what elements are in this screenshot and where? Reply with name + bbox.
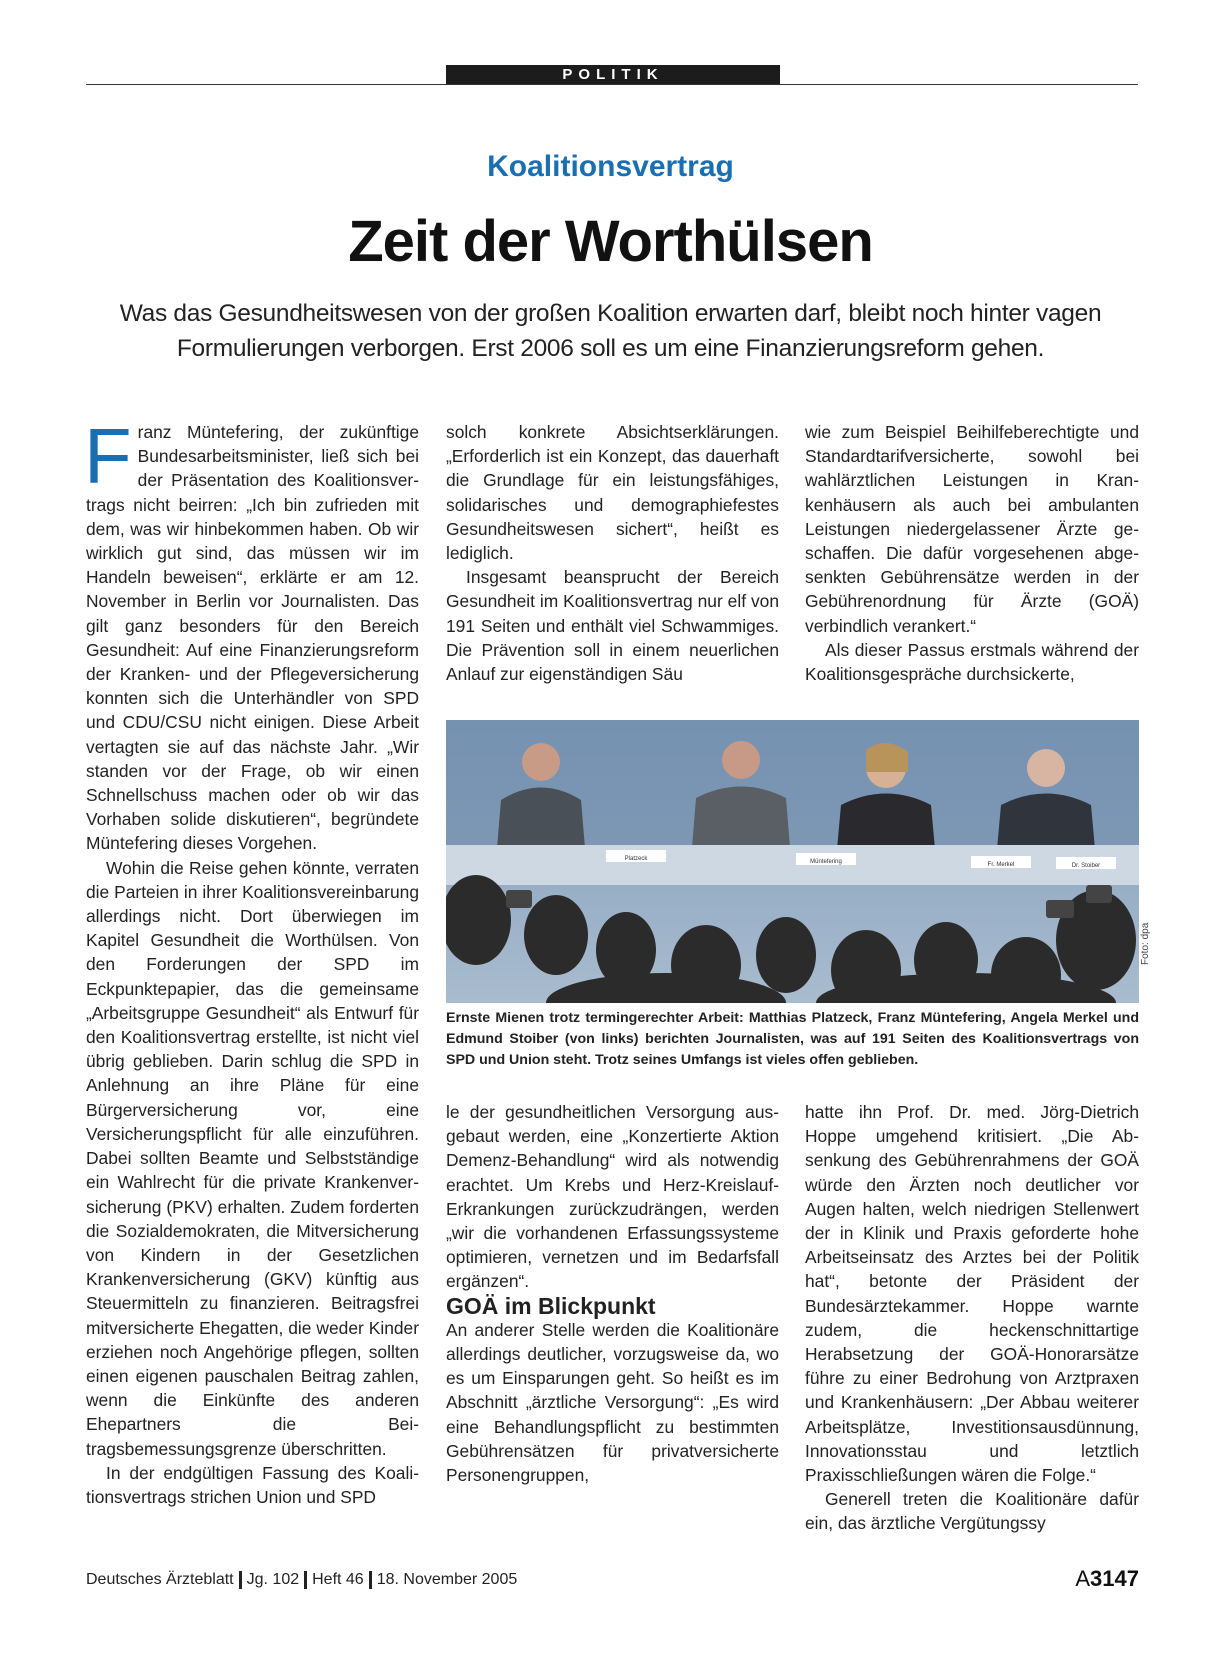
article-headline: Zeit der Worthülsen [348, 209, 873, 274]
press-desk [446, 845, 1139, 885]
column-1-paragraph-1-text: ranz Müntefering, der zukünftige Bundesarbeitsminister, ließ sich bei der Präsentation des Koalitionsvertrags nicht beirren: „Ich bin zufrieden mit dem, was wir hinbekommen haben. Ob wir wirklich gut sind, das müssen wir im Handeln beweisen“, erklärte er am 12. November in Berlin vor Journalisten. Das gilt ganz besonders für den Bereich Gesundheit: Auf eine Finanzierungsreform der Kranken- und der Pflegeversicherung konnten sich die Unterhändler von SPD und CDU/CSU nicht einigen. Diese Arbeit vertagten sie auf das nächste Jahr. „Wir standen vor der Frage, ob wir einen Schnellschuss machen oder ob wir das Vorhaben solide diskutieren“, begründete Müntefering dieses Vorgehen. [86, 422, 419, 854]
footer-separator [369, 1571, 372, 1589]
page-number-value: 3147 [1090, 1566, 1139, 1591]
photo-credit: Foto: dpa [1140, 922, 1151, 965]
issue: Heft 46 [312, 1571, 364, 1589]
page-prefix: A [1075, 1566, 1091, 1591]
footer-separator [304, 1571, 307, 1589]
column-3-bottom [805, 1100, 1139, 1536]
press-conference-photo [446, 720, 1139, 1003]
volume: Jg. 102 [246, 1571, 300, 1589]
column-2-bottom-paragraph-2: An anderer Stelle werden die Koalitionäre allerdings deutlicher, vorzugsweise da, wo es um Einsparungen geht. So heißt es im Abschnitt „ärztliche Versorgung“: „Es wird eine Behandlungspflicht zu bestimmten Gebührensätzen für privatversicherte Personengruppen, [446, 1319, 779, 1486]
column-3-paragraph-1: wie zum Beispiel Beihilfeberechtigte und Standardtarifversicherte, sowohl bei wahlärztlichen Leistungen in Krankenhäusern als auch bei ambulanten Leistungen niedergelassener Ärzte geschaffen. Die dafür vorgesehenen abgesenkten Gebührensätze werden in der Gebührenordnung für Ärzte (GOÄ) verbindlich verankert.“ [805, 422, 1139, 636]
photo-caption: Ernste Mienen trotz termingerechter Arbeit: Matthias Platzeck, Franz Müntefering, Angela Merkel und Edmund Stoiber (von links) berichten Journalisten, was auf 191 Seiten des Koalitionsvertrags von SPD und Union steht. Trotz seines Umfangs ist vieles offen geblieben. [446, 1010, 1139, 1068]
drop-cap: F [84, 412, 132, 500]
page-footer [86, 1571, 517, 1589]
column-1-paragraph-2: Wohin die Reise gehen könnte, verraten die Parteien in ihrer Koalitionsvereinbarung allerdings nicht. Dort überwiegen im Kapitel Gesundheit die Worthülsen. Von den Forderungen der SPD im Eckpunktepapier, das die gemeinsame „Arbeitsgruppe Gesundheit“ als Entwurf für den Koalitionsvertrag erstellte, ist nicht viel übrig geblieben. Darin schlug die SPD in Anlehnung an ihre Pläne für eine Bürgerversicherung vor, eine Versicherungspflicht für alle einzuführen. Dabei sollten Beamte und Selbstständige ein Wahlrecht für die private Krankenversicherung (PKV) erhalten. Zudem forderten die Sozialdemokraten, die Mitversicherung von Kindern in der Gesetzlichen Krankenversicherung (GKV) künftig aus Steuermitteln zu finanzieren. Beitragsfrei mitversicherte Ehegatten, die weder Kinder erziehen noch Angehörige pflegen, sollten einen eigenen pauschalen Beitrag zahlen, wenn die Einkünfte des anderen Ehepartners die Beitragsbemessungsgrenze überschritten. [86, 857, 419, 1459]
article-kicker: Koalitionsvertrag [487, 150, 734, 183]
section-label: POLITIK [446, 65, 780, 85]
photo-illustration [446, 720, 1139, 1003]
nameplate-1-text: Platzeck [624, 856, 648, 862]
article-lead: Was das Gesundheitswesen von der großen Koalition erwarten darf, bleibt noch hinter vagen Formulierungen verborgen. Erst 2006 soll es um eine Finanzierungsreform gehen. [119, 300, 1102, 362]
nameplate-3-text: Fr. Merkel [987, 862, 1015, 868]
nameplate-2-text: Müntefering [810, 859, 842, 865]
section-subheading: GOÄ im Blickpunkt [446, 1292, 656, 1319]
column-3-top [805, 420, 1139, 686]
column-2-top [446, 420, 779, 686]
page-number [1075, 1566, 1139, 1592]
column-2-bottom [446, 1100, 779, 1487]
column-2-paragraph-2: Insgesamt beansprucht der Bereich Gesundheit im Koalitionsvertrag nur elf von 191 Seiten und enthält viel Schwammiges. Die Prävention soll in einem neuerlichen Anlauf zur eigenständigen Säu [446, 567, 779, 685]
journal-name: Deutsches Ärzteblatt [86, 1571, 234, 1589]
footer-separator [239, 1571, 242, 1589]
header-rule [86, 84, 1138, 85]
column-1-paragraph-3: In der endgültigen Fassung des Koalitionsvertrags strichen Union und SPD [86, 1462, 419, 1507]
column-2-paragraph-1: solch konkrete Absichtserklärungen. „Erforderlich ist ein Konzept, das dauerhaft die Grundlage für ein leistungsfähiges, solidarisches und demographiefestes Gesundheitswesen sichert“, heißt es lediglich. [446, 422, 779, 564]
column-3-bottom-paragraph-2: Generell treten die Koalitionäre dafür ein, das ärztliche Vergütungssy [805, 1489, 1139, 1534]
column-3-paragraph-2: Als dieser Passus erstmals während der Koalitionsgespräche durchsickerte, [805, 639, 1139, 685]
column-1-paragraph-1 [84, 412, 419, 856]
column-2-bottom-paragraph-1: le der gesundheitlichen Versorgung ausgebaut werden, eine „Konzertierte Aktion Demenz-Behandlung“ wird als notwendig erachtet. Um Krebs und Herz-Kreislauf-Erkrankungen zurückzudrängen, werden „wir die vorhandenen Erfassungssysteme optimieren, vernetzen und im Bedarfsfall ergänzen“. [446, 1102, 779, 1292]
nameplate-4-text: Dr. Stoiber [1071, 863, 1101, 869]
issue-date: 18. November 2005 [376, 1571, 518, 1589]
column-3-bottom-paragraph-1: hatte ihn Prof. Dr. med. Jörg-Dietrich Hoppe umgehend kritisiert. „Die Absenkung des Gebührenrahmens der GOÄ würde den Ärzten noch deutlicher vor Augen halten, welch niedrigen Stellenwert der in Klinik und Praxis geforderte hohe Arbeitseinsatz des Arztes bei der Politik hat“, betonte der Präsident der Bundesärztekammer. Hoppe warnte zudem, die heckenschnittartige Herabsetzung der GOÄ-Honorarsätze führe zu einer Bedrohung von Arztpraxen und Krankenhäusern: „Der Abbau weiterer Arbeitsplätze, Investitionsausdünnung, Innovationsstau und letztlich Praxisschließungen wären die Folge.“ [805, 1102, 1139, 1486]
column-1 [84, 412, 419, 1509]
